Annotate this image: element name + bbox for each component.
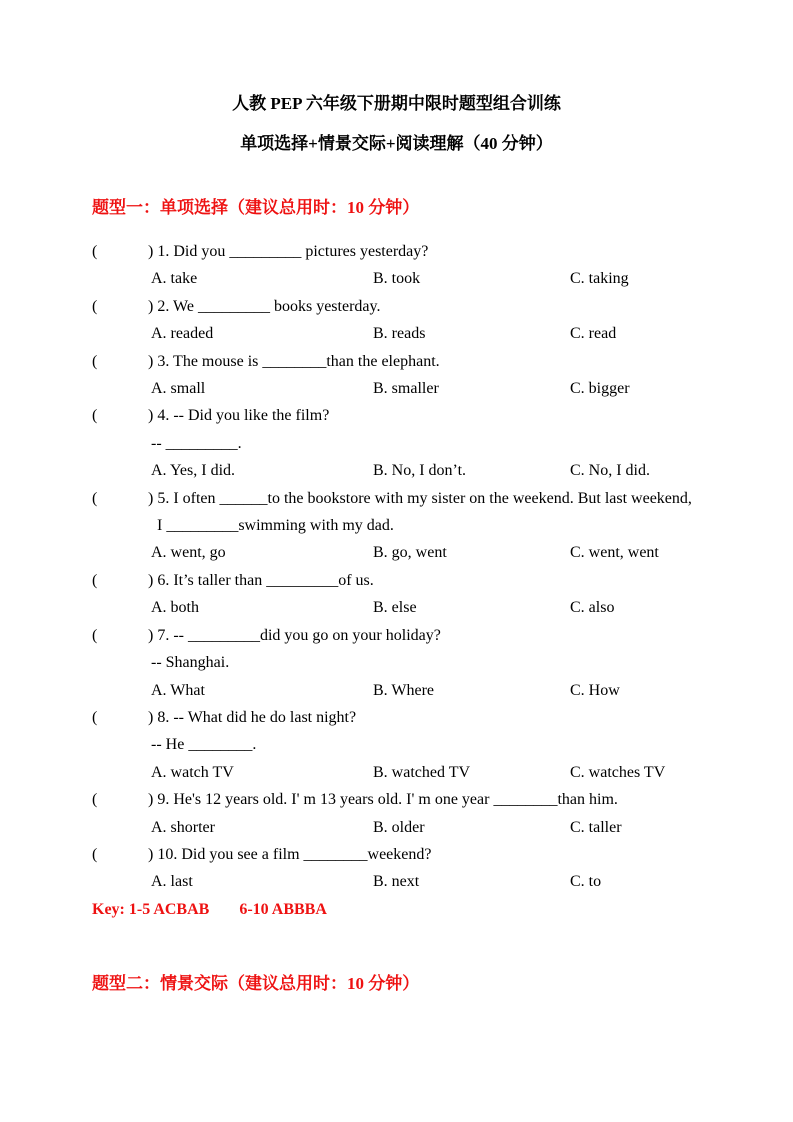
question-line-10	[92, 841, 733, 868]
title-block	[0, 0, 793, 164]
section-two-heading: 题型二：情景交际（建议总用时：10 分钟）	[92, 974, 420, 994]
question-text: ) 2. We _________ books yesterday.	[148, 297, 381, 315]
option-c: C. taking	[570, 270, 629, 288]
question-continuation-5: I _________swimming with my dad.	[157, 517, 394, 535]
options-row-8	[92, 759, 733, 786]
option-c: C. read	[570, 325, 617, 343]
answer-paren: (	[92, 243, 98, 260]
question-line-8	[92, 704, 733, 731]
options-row-1	[92, 265, 733, 292]
option-c: C. taller	[570, 818, 622, 836]
option-b: B. older	[373, 818, 425, 836]
answer-key-part1: Key: 1-5 ACBAB	[92, 900, 210, 918]
option-c: C. also	[570, 599, 615, 617]
answer-paren: (	[92, 791, 98, 809]
question-text: ) 5. I often ______to the bookstore with my sister on the weekend. But last weekend,	[148, 489, 692, 507]
options-row-10	[92, 868, 733, 895]
option-a: A. small	[151, 380, 206, 398]
page-title: 人教 PEP 六年级下册期中限时题型组合训练	[232, 94, 561, 113]
option-a: A. both	[151, 599, 199, 617]
question-list	[92, 238, 793, 923]
options-row-3	[92, 375, 733, 402]
option-a: A. What	[151, 681, 205, 699]
section-one-heading: 题型一：单项选择（建议总用时：10 分钟）	[92, 198, 420, 217]
options-row-9	[92, 814, 733, 841]
question-text: ) 3. The mouse is ________than the elephant.	[148, 352, 440, 370]
answer-key-part2: 6-10 ABBBA	[239, 900, 327, 918]
option-c: C. went, went	[570, 544, 659, 562]
option-b: B. smaller	[373, 380, 439, 398]
answer-paren: (	[92, 708, 98, 726]
option-b: B. watched TV	[373, 763, 471, 781]
options-row-5	[92, 539, 733, 566]
answer-paren: (	[92, 407, 98, 425]
question-text: ) 4. -- Did you like the film?	[148, 407, 330, 425]
option-a: A. Yes, I did.	[151, 462, 236, 480]
option-c: C. to	[570, 873, 602, 891]
question-text: ) 7. -- _________did you go on your holiday?	[148, 626, 441, 644]
question-continuation-7: -- Shanghai.	[151, 654, 230, 672]
question-text: ) 9. He's 12 years old. I' m 13 years old. I' m one year ________than him.	[148, 791, 618, 809]
question-line-4	[92, 402, 733, 429]
option-c: C. watches TV	[570, 763, 666, 781]
answer-paren: (	[92, 626, 98, 644]
option-c: C. bigger	[570, 380, 630, 398]
option-a: A. went, go	[151, 544, 226, 562]
option-b: B. next	[373, 873, 420, 891]
option-a: A. shorter	[151, 818, 215, 836]
option-b: B. No, I don’t.	[373, 462, 467, 480]
option-a: A. last	[151, 873, 193, 891]
option-c: C. No, I did.	[570, 462, 650, 480]
options-row-4	[92, 457, 733, 484]
question-line-9	[92, 786, 733, 813]
options-row-2	[92, 320, 733, 347]
answer-paren: (	[92, 352, 98, 370]
option-b: B. else	[373, 599, 417, 617]
question-continuation-4: -- _________.	[151, 434, 242, 452]
question-text: ) 10. Did you see a film ________weekend?	[148, 845, 432, 863]
question-line-2	[92, 293, 733, 320]
question-text: ) 8. -- What did he do last night?	[148, 708, 357, 726]
answer-paren: (	[92, 571, 98, 589]
option-a: A. take	[151, 270, 198, 288]
page-subtitle: 单项选择+情景交际+阅读理解（40 分钟）	[240, 134, 553, 153]
answer-key	[92, 896, 733, 923]
question-line-5	[92, 485, 733, 512]
answer-paren: (	[92, 297, 98, 315]
options-row-7	[92, 677, 733, 704]
option-b: B. go, went	[373, 544, 447, 562]
option-a: A. readed	[151, 325, 214, 343]
question-line-1	[92, 238, 733, 265]
question-text: ) 6. It’s taller than _________of us.	[148, 571, 374, 589]
question-line-7	[92, 622, 733, 649]
options-row-6	[92, 594, 733, 621]
option-b: B. Where	[373, 681, 435, 699]
option-a: A. watch TV	[151, 763, 234, 781]
option-b: B. took	[373, 270, 421, 288]
option-b: B. reads	[373, 325, 426, 343]
answer-paren: (	[92, 489, 98, 507]
answer-paren: (	[92, 845, 98, 863]
question-line-6	[92, 567, 733, 594]
question-continuation-8: -- He ________.	[151, 736, 257, 754]
question-text: ) 1. Did you _________ pictures yesterday?	[148, 243, 429, 260]
option-c: C. How	[570, 681, 620, 699]
question-line-3	[92, 348, 733, 375]
